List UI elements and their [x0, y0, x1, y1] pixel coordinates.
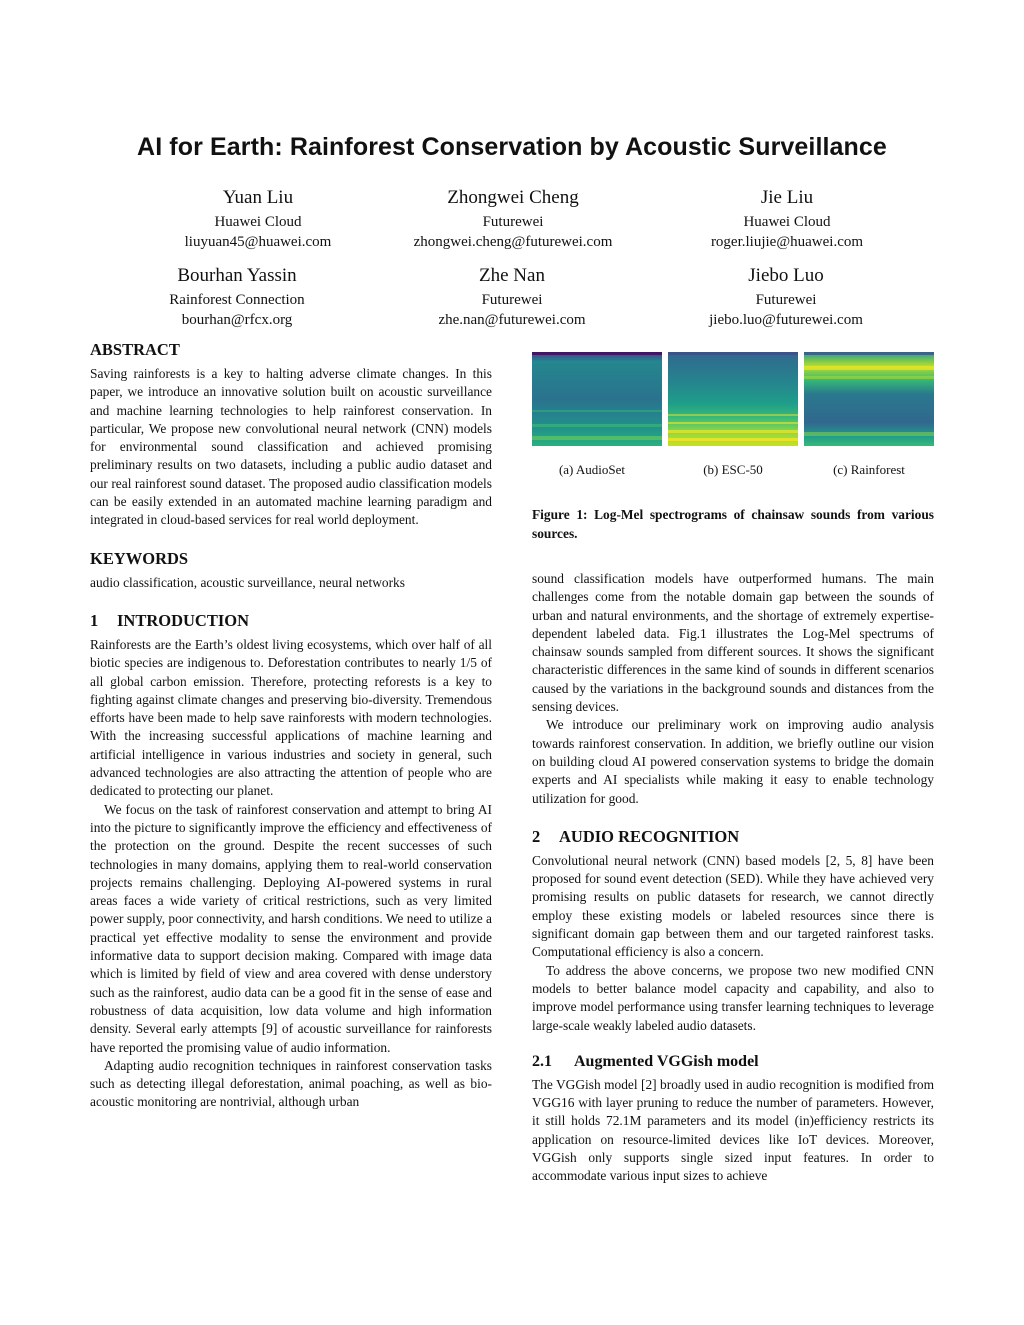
author-email: roger.liujie@huawei.com — [710, 234, 864, 250]
subsection-heading-vggish — [532, 1052, 934, 1072]
author-name: Jiebo Luo — [748, 265, 824, 286]
author-block — [77, 264, 397, 330]
author-email: zhe.nan@futurewei.com — [438, 312, 586, 328]
author-name: Zhe Nan — [479, 265, 545, 286]
body-paragraph: Adapting audio recognition techniques in rainforest conservation tasks such as detecting illegal deforestation, animal poaching, as well as bio-acoustic monitoring are nontrivial, although urban — [90, 1057, 492, 1110]
author-email: bourhan@rfcx.org — [181, 312, 293, 328]
figure-caption: Figure 1: Log-Mel spectrograms of chainsaw sounds from various sources. — [532, 507, 934, 541]
right-column — [532, 570, 934, 1186]
author-email: zhongwei.cheng@futurewei.com — [413, 234, 613, 250]
subsection-title: Augmented VGGish model — [574, 1052, 759, 1070]
body-paragraph: sound classification models have outperformed humans. The main challenges come from the notable domain gap between the sounds of urban and natural environments, and the shortage of extremely expertise-dependent labeled data. Fig.1 illustrates the Log-Mel spectrums of chainsaw sounds sampled from different sources. It shows the significant characteristic differences in the same kind of sounds in different scenarios caused by the variations in the background sounds and distances from the sensing devices. — [532, 571, 934, 715]
subcaption-audioset: (a) AudioSet — [558, 462, 626, 477]
section-number: 2 — [532, 826, 541, 846]
section-number: 1 — [90, 610, 99, 630]
author-email: jiebo.luo@futurewei.com — [709, 312, 863, 328]
abstract-heading: ABSTRACT — [90, 340, 180, 359]
author-affiliation: Huawei Cloud — [214, 214, 302, 230]
body-paragraph: We introduce our preliminary work on improving audio analysis towards rainforest conservation. In addition, we briefly outline our vision on building cloud AI powered conservation systems to bridge the domain experts and AI specialists while making it easy to enable technology utilization for good. — [532, 717, 934, 806]
body-paragraph: To address the above concerns, we propose two new modified CNN models to better balance model capacity and capability, and also to improve model performance using transfer learning techniques to leverage large-scale weakly labeled audio datasets. — [532, 962, 934, 1033]
body-paragraph: We focus on the task of rainforest conservation and attempt to bring AI into the picture to significantly improve the efficiency and effectiveness of the protection on the ground. Despite the recent successes of such technologies in many domains, applying them to real-world conservation projects remains challenging. Deploying AI-powered systems in rural areas faces a wide variety of critical restrictions, such as very limited power supply, poor connectivity, and harsh conditions. We need to utilize a practical yet effective modality to sense the environment and provide informative data to support decision making. Compared with image data which is limited by field of view and area covered with dense understory such as the rainforest, audio data can be a good fit in the sense of ease and robustness of data acquisition, low data volume and high information density. Several early attempts [9] of acoustic surveillance for rainforests have reported the promising value of audio information. — [90, 801, 492, 1055]
body-paragraph: Convolutional neural network (CNN) based models [2, 5, 8] have been proposed for sound event detection (SED). While they have achieved very promising results on public datasets for research, we cannot directly employ these existing models or labeled resources since there is significant domain gap between them and our targeted rainforest tasks. Computational efficiency is also a concern. — [532, 852, 934, 960]
subcaption-esc50: (b) ESC-50 — [703, 462, 763, 477]
section-heading-introduction — [90, 611, 492, 631]
abstract-text: Saving rainforests is a key to halting adverse climate changes. In this paper, we introduce an innovative solution built on acoustic surveillance and machine learning technologies to help rainforest conservation. In particular, We propose new convolutional neural network (CNN) models for environmental sound classification and achieved promising preliminary results on two datasets, including a public audio dataset and our real rainforest sound dataset. The proposed audio classification models can be easily extended in an automated machine learning paradigm and integrated in cloud-based services for real world deployment. — [90, 366, 492, 528]
keywords-text: audio classification, acoustic surveillance, neural networks — [90, 574, 405, 590]
author-name: Jie Liu — [760, 187, 814, 208]
section-heading-audio-recognition — [532, 827, 934, 847]
author-block — [627, 186, 947, 252]
left-column — [90, 340, 492, 1112]
section-title: INTRODUCTION — [117, 610, 250, 630]
author-block — [353, 186, 673, 252]
subcaption-rainforest: (c) Rainforest — [833, 462, 905, 477]
spectrogram-audioset — [532, 352, 662, 446]
author-name: Zhongwei Cheng — [447, 187, 579, 208]
author-name: Yuan Liu — [222, 187, 294, 208]
body-paragraph: The VGGish model [2] broadly used in audio recognition is modified from VGG16 with layer pruning to reduce the number of parameters. However, it still holds 72.1M parameters and its model (in)efficiency restricts its application on resource-limited devices like IoT devices. Moreover, VGGish only supports single sized input features. In order to accommodate various input sizes to achieve — [532, 1076, 934, 1184]
author-affiliation: Huawei Cloud — [743, 214, 831, 230]
body-paragraph: Rainforests are the Earth’s oldest living ecosystems, which over half of all biotic species are indigenous to. Deforestation contributes to nearly 1/5 of all global carbon emission. Therefore, protecting reforests is a key to fighting against climate changes and preserving bio-diversity. Tremendous efforts have been made to help save rainforests with modern technologies. With the increasing successful applications of machine learning and artificial intelligence in various industries and society in general, such advanced technologies are also attracting the attention of people who are dedicated to protecting our planet. — [90, 636, 492, 799]
section-title: AUDIO RECOGNITION — [559, 826, 740, 846]
spectrogram-rainforest — [804, 352, 934, 446]
author-affiliation: Rainforest Connection — [169, 292, 305, 308]
keywords-heading: KEYWORDS — [90, 548, 189, 568]
spectrogram-esc50 — [668, 352, 798, 446]
author-email: liuyuan45@huawei.com — [184, 234, 332, 250]
paper-title: AI for Earth: Rainforest Conservation by Acoustic Surveillance — [137, 133, 887, 161]
author-affiliation: Futurewei — [482, 214, 544, 230]
author-affiliation: Futurewei — [481, 292, 543, 308]
author-name: Bourhan Yassin — [177, 265, 297, 286]
author-block — [352, 264, 672, 330]
subsection-number: 2.1 — [532, 1052, 552, 1070]
author-affiliation: Futurewei — [755, 292, 817, 308]
author-block — [626, 264, 946, 330]
